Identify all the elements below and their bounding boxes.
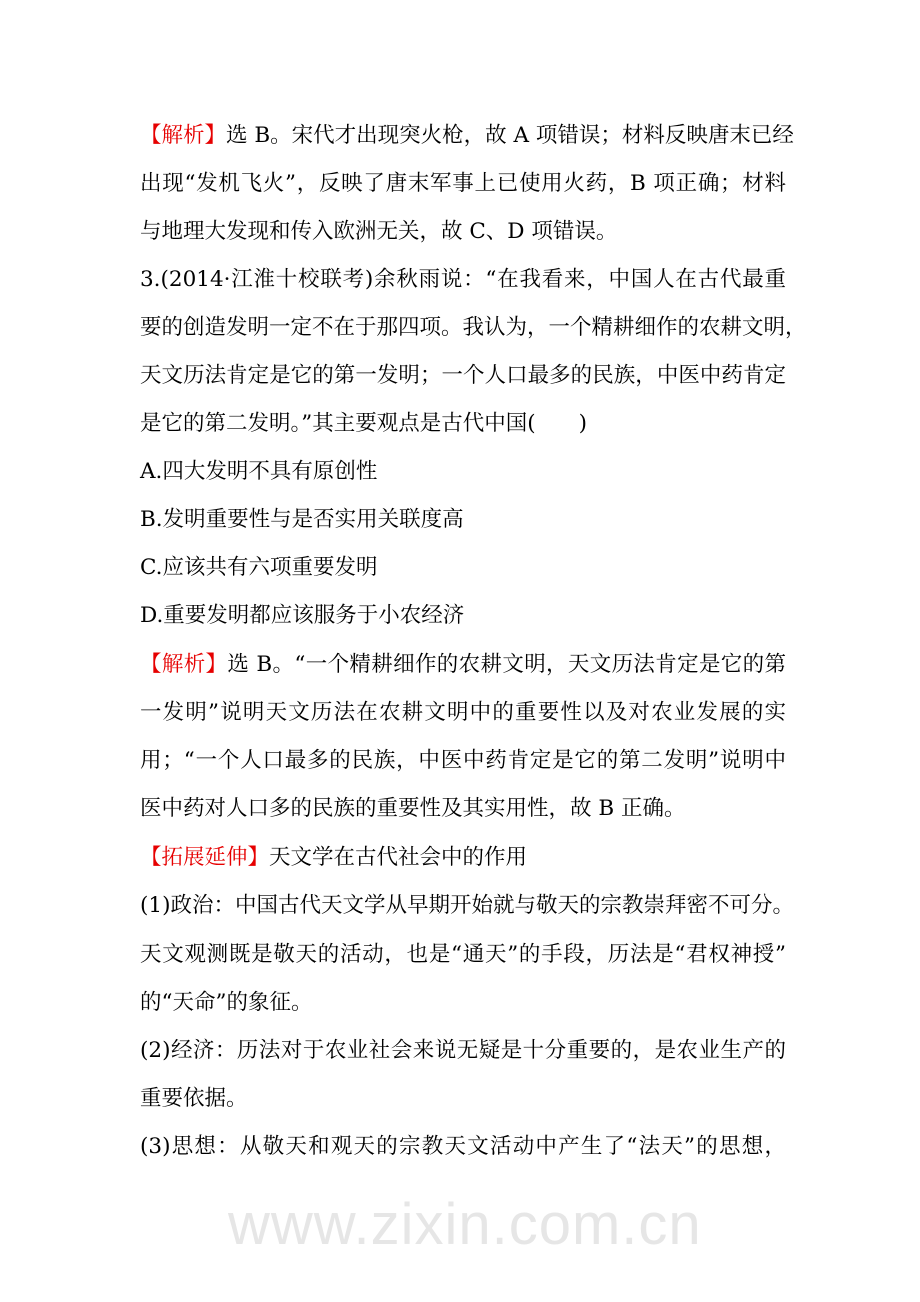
line-text: (2)经济：历法对于农业社会来说无疑是十分重要的，是农业生产的	[140, 1038, 786, 1063]
text-line	[140, 891, 794, 921]
text-line	[140, 505, 786, 535]
text-line	[140, 457, 786, 487]
line-text: (3)思想：从敬天和观天的宗教天文活动中产生了“法天”的思想，	[140, 1134, 786, 1159]
line-text: 重要依据。	[140, 1086, 248, 1111]
line-text: A.四大发明不具有原创性	[140, 459, 378, 484]
text-line	[140, 1084, 786, 1114]
watermark: www.zixin.com.cn	[228, 1192, 702, 1257]
text-line	[140, 553, 786, 583]
text-line	[140, 265, 786, 295]
line-text: 选 B。“一个精耕细作的农耕文明，天文历法肯定是它的第	[227, 652, 786, 677]
line-text: (1)政治：中国古代天文学从早期开始就与敬天的宗教崇拜密不可分。	[140, 893, 794, 918]
line-text: C.应该共有六项重要发明	[140, 555, 378, 580]
text-line	[140, 121, 794, 151]
text-line	[140, 409, 786, 439]
text-line	[140, 1132, 786, 1162]
text-line	[140, 746, 786, 776]
line-text: 出现“发机飞火”，反映了唐末军事上已使用火药，B 项正确；材料	[140, 171, 786, 196]
section-label: 【拓展延伸】	[140, 845, 270, 870]
line-text: 3.(2014·江淮十校联考)余秋雨说：“在我看来，中国人在古代最重	[140, 267, 786, 292]
text-line	[140, 988, 786, 1018]
text-line	[140, 650, 786, 680]
line-text: 天文学在古代社会中的作用	[269, 845, 528, 870]
text-line	[140, 361, 786, 391]
text-line	[140, 794, 786, 824]
text-line	[140, 843, 786, 873]
line-text: 与地理大发现和传入欧洲无关，故 C、D 项错误。	[140, 219, 618, 244]
text-line	[140, 698, 786, 728]
line-text: 用；“一个人口最多的民族，中医中药肯定是它的第二发明”说明中	[140, 748, 786, 773]
line-text: B.发明重要性与是否实用关联度高	[140, 507, 464, 532]
text-line	[140, 313, 807, 343]
line-text: 天文历法肯定是它的第一发明；一个人口最多的民族，中医中药肯定	[140, 363, 786, 388]
line-text: 的“天命”的象征。	[140, 990, 313, 1015]
text-line	[140, 1036, 786, 1066]
line-text: 天文观测既是敬天的活动，也是“通天”的手段，历法是“君权神授”	[140, 942, 786, 967]
line-text: D.重要发明都应该服务于小农经济	[140, 603, 465, 628]
line-text: 要的创造发明一定不在于那四项。我认为，一个精耕细作的农耕文明，	[140, 315, 807, 340]
line-text: 选 B。宋代才出现突火枪，故 A 项错误；材料反映唐末已经	[226, 123, 794, 148]
section-label: 【解析】	[140, 652, 228, 677]
text-line	[140, 601, 786, 631]
line-text: 是它的第二发明。”其主要观点是古代中国( )	[140, 411, 588, 436]
line-text: 一发明”说明天文历法在农耕文明中的重要性以及对农业发展的实	[140, 700, 786, 725]
text-line	[140, 169, 786, 199]
text-line	[140, 940, 786, 970]
line-text: 医中药对人口多的民族的重要性及其实用性，故 B 正确。	[140, 796, 686, 821]
text-line	[140, 217, 786, 247]
section-label: 【解析】	[140, 123, 227, 148]
